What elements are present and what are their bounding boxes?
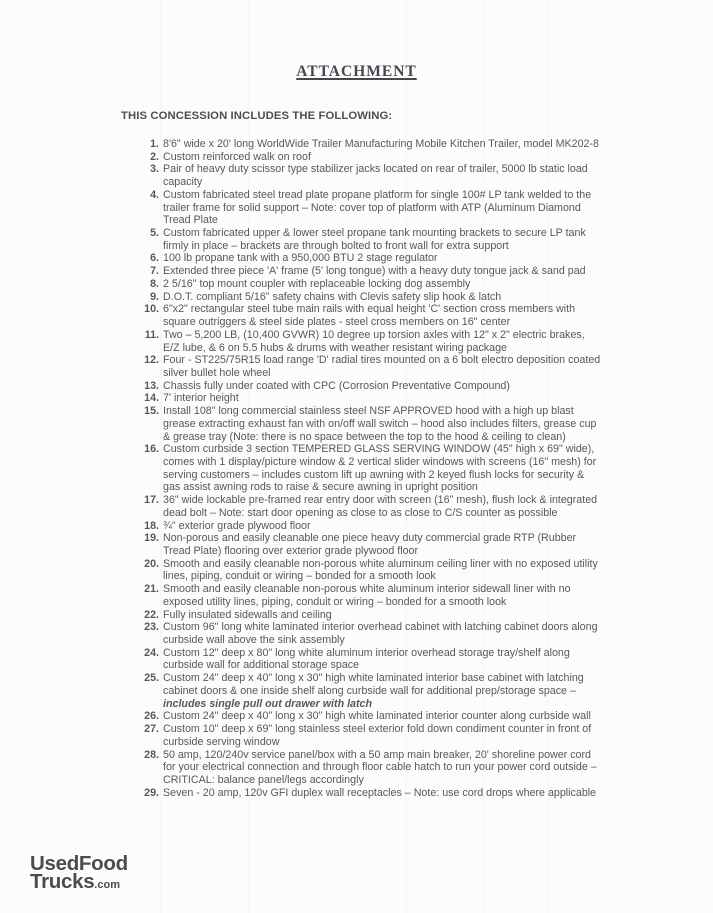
item-number: 7. [150, 265, 159, 278]
item-number: 8. [150, 277, 159, 290]
item-text: Four - ST225/75R15 load range 'D' radial tires mounted on a 6 bolt electro deposition coated silver bullet hole wheel [163, 354, 601, 379]
list-item [133, 405, 603, 443]
list-item [133, 723, 603, 748]
list-item [133, 291, 603, 304]
item-text-emphasis: includes single pull out drawer with latch [163, 697, 373, 710]
item-number: 5. [150, 227, 159, 240]
list-item [133, 647, 603, 672]
item-text: Non-porous and easily cleanable one piece heavy duty commercial grade RTP (Rubber Tread Plate) flooring over exterior grade plywood floor [163, 532, 577, 557]
item-number: 28. [144, 748, 159, 761]
item-number: 19. [144, 532, 159, 545]
item-number: 29. [144, 786, 159, 799]
list-item [133, 621, 603, 646]
intro-heading: THIS CONCESSION INCLUDES THE FOLLOWING: [121, 110, 393, 122]
item-text: 6"x2" rectangular steel tube main rails with equal height 'C' section cross members with square outriggers & steel side plates - steel cross members on 16" center [163, 303, 576, 329]
list-item [133, 710, 603, 723]
item-text: Custom fabricated upper & lower steel propane tank mounting brackets to secure LP tank firmly in place – brackets are through bolted to front wall for extra support [163, 227, 586, 252]
item-text: 2 5/16" top mount coupler with replaceable locking dog assembly [163, 277, 471, 290]
item-number: 18. [144, 519, 159, 532]
item-number: 21. [144, 583, 159, 596]
list-item [133, 189, 603, 227]
item-text: 36" wide lockable pre-framed rear entry door with screen (16" mesh), flush lock & integrated dead bolt – Note: start door opening as close to as close to C/S counter as possible [163, 494, 598, 519]
usedfoodtrucks-logo [30, 852, 128, 894]
item-number: 10. [144, 303, 159, 316]
list-item [133, 278, 603, 291]
list-item [133, 138, 603, 151]
item-text: Chassis fully under coated with CPC (Corrosion Preventative Compound) [163, 379, 510, 392]
item-text: Fully insulated sidewalls and ceiling [163, 608, 332, 621]
list-item [133, 609, 603, 622]
item-text: 100 lb propane tank with a 950,000 BTU 2 stage regulator [163, 252, 438, 265]
item-text: Custom 24" deep x 40" long x 30" high white laminated interior counter along curbside wall [163, 710, 591, 723]
list-item [133, 672, 603, 710]
item-text: Custom 12" deep x 80" long white aluminum interior overhead storage tray/shelf along curbside wall for additional storage space [163, 646, 570, 672]
item-text: Custom 24" deep x 40" long x 30" high white laminated interior base cabinet with latching cabinet doors & one inside shelf along curbside wall for additional prep/storage space – includes single pull out drawer with latch [163, 672, 584, 710]
item-text: 50 amp, 120/240v service panel/box with a 50 amp main breaker, 20' shoreline power cord for your electrical connection and through floor cable hatch to run your power cord outside – CRITICAL: balance panel/legs accordingly [163, 748, 597, 786]
list-item [133, 329, 603, 354]
item-number: 27. [144, 723, 159, 736]
list-item [133, 494, 603, 519]
logo-suffix: .com [94, 879, 120, 891]
item-number: 3. [150, 163, 159, 176]
item-text: Custom 96" long white laminated interior overhead cabinet with latching cabinet doors along curbside wall above the sink assembly [163, 621, 598, 647]
list-item [133, 392, 603, 405]
item-number: 14. [144, 392, 159, 405]
item-number: 24. [144, 646, 159, 659]
item-text: Smooth and easily cleanable non-porous white aluminum ceiling liner with no exposed utility lines, piping, conduit or wiring – bonded for a smooth look [163, 557, 598, 583]
item-text: Pair of heavy duty scissor type stabilizer jacks located on rear of trailer, 5000 lb static load capacity [163, 163, 588, 189]
item-number: 20. [144, 557, 159, 570]
list-item [133, 354, 603, 379]
item-number: 12. [144, 354, 159, 367]
item-text: D.O.T. compliant 5/16" safety chains with Clevis safety slip hook & latch [163, 290, 502, 303]
item-text: 8'6" wide x 20' long WorldWide Trailer Manufacturing Mobile Kitchen Trailer, model MK202-8 [163, 138, 599, 150]
item-text: Custom reinforced walk on roof [163, 150, 311, 163]
item-number: 13. [144, 379, 159, 392]
item-number: 16. [144, 443, 159, 456]
item-text: Custom fabricated steel tread plate propane platform for single 100# LP tank welded to the trailer frame for solid support – Note: cover top of platform with ATP (Aluminum Diamond Tread Plate [163, 188, 592, 227]
item-number: 6. [150, 252, 159, 265]
item-text: Extended three piece 'A' frame (5' long tongue) with a heavy duty tongue jack & sand pad [163, 265, 586, 278]
item-number: 1. [150, 138, 159, 150]
item-text: 7' interior height [163, 392, 239, 405]
list-item [133, 380, 603, 393]
list-item [133, 227, 603, 252]
list-item [133, 252, 603, 265]
item-number: 2. [150, 150, 159, 163]
list-item [133, 558, 603, 583]
list-item [133, 265, 603, 278]
item-list [133, 138, 603, 799]
item-number: 4. [150, 188, 159, 201]
item-number: 26. [144, 710, 159, 723]
list-item [133, 520, 603, 533]
item-number: 25. [144, 672, 159, 685]
logo-line-2 [30, 870, 128, 894]
item-number: 17. [144, 494, 159, 507]
item-number: 15. [144, 405, 159, 418]
item-number: 9. [150, 290, 159, 303]
page-title [0, 63, 713, 81]
item-text: ¾" exterior grade plywood floor [163, 519, 311, 532]
list-item [133, 151, 603, 164]
item-text: Custom curbside 3 section TEMPERED GLASS SERVING WINDOW (45" high x 69" wide), comes with 1 display/picture window & 2 vertical slider windows with screens (16" mesh) for serving customers – includes custom lift up awning with 2 keyed flush locks for security & gas assist awning rods to raise & secure awning in upright position [163, 443, 597, 494]
item-number: 22. [144, 608, 159, 621]
list-item [133, 583, 603, 608]
logo-line-1: UsedFood [30, 852, 128, 875]
logo-line-2-text: Trucks [30, 870, 95, 893]
list-item [133, 749, 603, 787]
item-text: Seven - 20 amp, 120v GFI duplex wall receptacles – Note: use cord drops where applicable [163, 786, 597, 799]
item-text: Two – 5,200 LB, (10,400 GVWR) 10 degree up torsion axles with 12" x 2" electric brakes, E/Z lube, & 6 on 5.5 hubs & drums with weather resistant wiring package [163, 328, 585, 354]
list-item [133, 303, 603, 328]
item-text: Custom 10" deep x 69" long stainless steel exterior fold down condiment counter in front of curbside serving window [163, 723, 592, 748]
list-item [133, 163, 603, 188]
item-text: Smooth and easily cleanable non-porous white aluminum interior sidewall liner with no exposed utility lines, piping, conduit or wiring – bonded for a smooth look [163, 583, 571, 608]
item-text: Install 108" long commercial stainless steel NSF APPROVED hood with a high up blast grease extracting exhaust fan with on/off wall switch – hood also includes filters, grease cup & grease tray (Note: there is no space between the top to the hood & ceiling to clean) [163, 405, 597, 443]
page-title-text: ATTACHMENT [296, 63, 417, 80]
item-number: 23. [144, 621, 159, 634]
list-item [133, 787, 603, 800]
list-item [133, 443, 603, 494]
item-number: 11. [144, 328, 159, 341]
list-item [133, 532, 603, 557]
